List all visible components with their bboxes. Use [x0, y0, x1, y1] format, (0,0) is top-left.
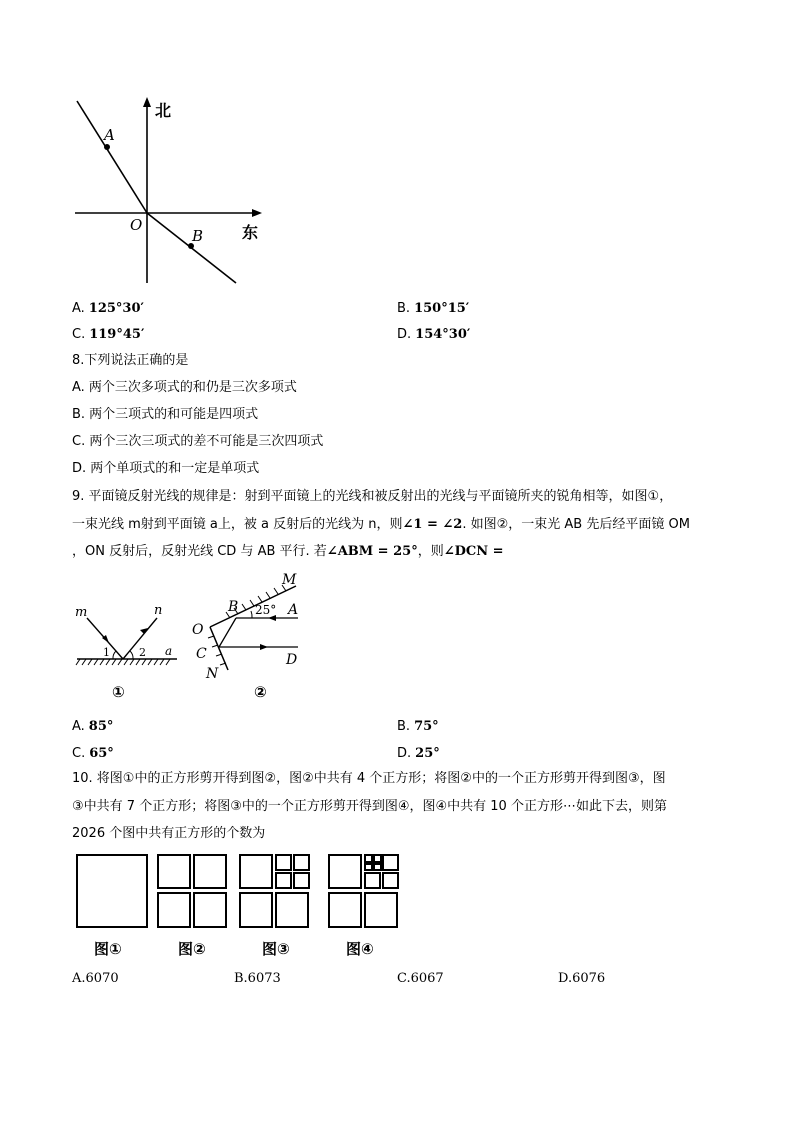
- q9-option-a[interactable]: A. 85°: [72, 719, 114, 734]
- q8-option-b[interactable]: B. 两个三项式的和可能是四项式: [72, 407, 259, 422]
- figure-1-caption: ①: [112, 683, 125, 701]
- origin-label: O: [130, 216, 143, 234]
- q8-option-a[interactable]: A. 两个三次多项式的和仍是三次多项式: [72, 380, 297, 395]
- q10-option-c[interactable]: C.6067: [397, 971, 444, 986]
- mirror-figure-1: [72, 600, 182, 670]
- ray-n-label: n: [154, 603, 163, 618]
- point-c-label: C: [196, 646, 207, 662]
- compass-figure: [70, 95, 270, 290]
- q10-option-d[interactable]: D.6076: [558, 971, 606, 986]
- q10-line-3: 2026 个图中共有正方形的个数为: [72, 826, 266, 841]
- q7-option-c[interactable]: C. 119°45′: [72, 327, 145, 342]
- ray-m-label: m: [75, 605, 88, 620]
- squares-caption-4: 图④: [346, 940, 374, 958]
- squares-caption-1: 图①: [94, 940, 122, 958]
- angle-25-label: 25°: [255, 603, 277, 617]
- q10-option-a[interactable]: A.6070: [72, 971, 119, 986]
- q8-option-d[interactable]: D. 两个单项式的和一定是单项式: [72, 461, 260, 476]
- mirror-figure-2: [188, 570, 308, 680]
- q9-option-b[interactable]: B. 75°: [397, 719, 439, 734]
- figure-2-caption: ②: [254, 683, 267, 701]
- q8-option-c[interactable]: C. 两个三次三项式的差不可能是三次四项式: [72, 434, 324, 449]
- q7-option-d[interactable]: D. 154°30′: [397, 327, 471, 342]
- q8-stem: 8.下列说法正确的是: [72, 353, 189, 368]
- squares-figures: [72, 850, 412, 932]
- point-a-label: A: [104, 126, 115, 144]
- q9-option-c[interactable]: C. 65°: [72, 746, 114, 761]
- point-b-label-fig2: B: [228, 599, 239, 615]
- point-n-label: N: [206, 666, 219, 680]
- q7-option-a[interactable]: A. 125°30′: [72, 301, 144, 316]
- point-d-label: D: [286, 652, 298, 668]
- squares-caption-3: 图③: [262, 940, 290, 958]
- angle-1-label: 1: [103, 646, 110, 659]
- point-b-label: B: [192, 227, 204, 245]
- q10-line-2: ③中共有 7 个正方形；将图③中的一个正方形剪开得到图④，图④中共有 10 个正方形⋯如此下去，则第: [72, 799, 667, 814]
- north-label: 北: [155, 101, 172, 120]
- east-label: 东: [242, 223, 259, 242]
- q9-line-2: 一束光线 m射到平面镜 a上，被 a 反射后的光线为 n，则∠1 = ∠2. 如图②，一束光 AB 先后经平面镜 OM: [72, 517, 690, 532]
- q9-option-d[interactable]: D. 25°: [397, 746, 440, 761]
- point-m-label: M: [282, 572, 297, 588]
- q7-option-b[interactable]: B. 150°15′: [397, 301, 470, 316]
- q10-line-1: 10. 将图①中的正方形剪开得到图②，图②中共有 4 个正方形；将图②中的一个正方形剪开得到图③，图: [72, 771, 666, 786]
- q10-option-b[interactable]: B.6073: [234, 971, 281, 986]
- angle-2-label: 2: [139, 646, 146, 659]
- mirror-a-label: a: [165, 644, 173, 658]
- q9-line-3: ，ON 反射后，反射光线 CD 与 AB 平行. 若∠ABM = 25°，则∠DCN =: [72, 544, 504, 559]
- point-a-label-fig2: A: [288, 602, 299, 618]
- point-o-label: O: [192, 622, 204, 638]
- q9-line-1: 9. 平面镜反射光线的规律是：射到平面镜上的光线和被反射出的光线与平面镜所夹的锐角相等，如图①，: [72, 489, 673, 504]
- squares-caption-2: 图②: [178, 940, 206, 958]
